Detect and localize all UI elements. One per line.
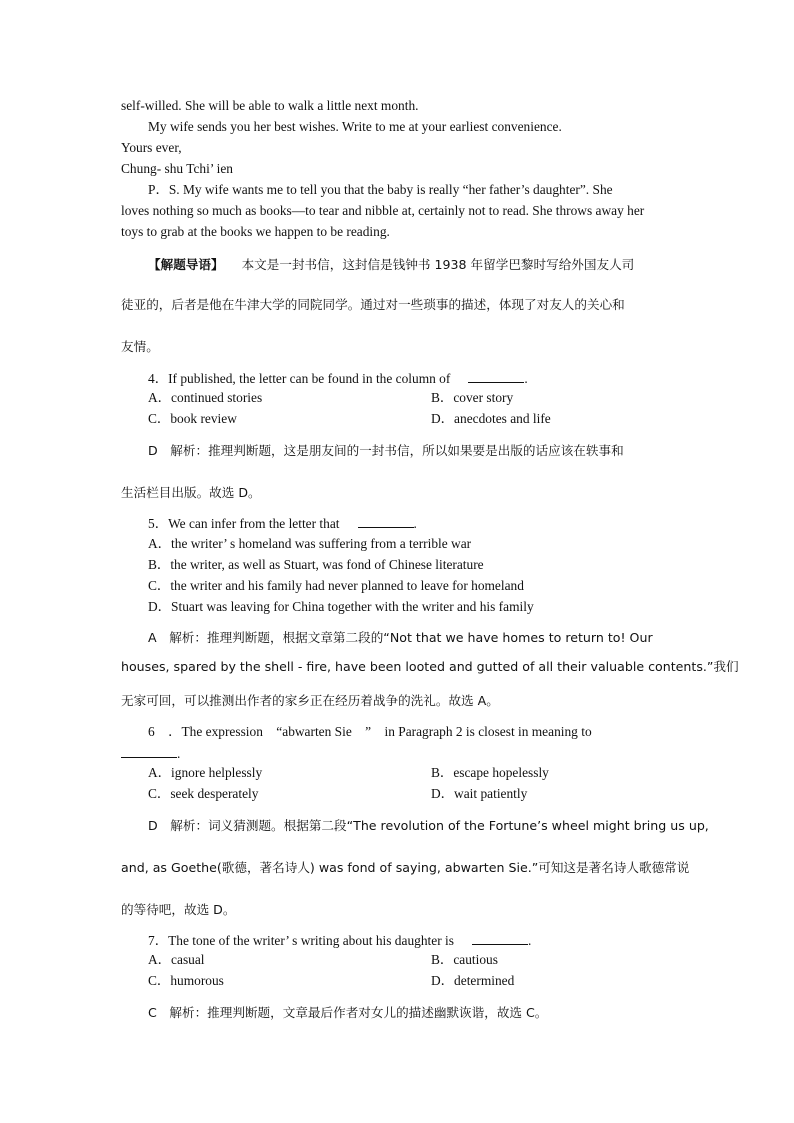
- option: D．Stuart was leaving for China together with the writer and his family: [148, 599, 534, 614]
- letter-line: self-willed. She will be able to walk a little next month.: [121, 98, 419, 113]
- answer-blank: [468, 370, 524, 383]
- option: C．the writer and his family had never planned to leave for homeland: [148, 578, 524, 593]
- question-stem: 7．The tone of the writer’ s writing about his daughter is .: [148, 933, 532, 948]
- question-stem: 6 ．The expression “abwarten Sie ” in Paragraph 2 is closest in meaning to: [148, 724, 592, 739]
- answer-blank: [358, 515, 414, 528]
- answer-explanation: A 解析：推理判断题，根据文章第二段的“Not that we have homes to return to! Our: [148, 630, 653, 645]
- answer-explanation: 的等待吧，故选 D。: [121, 902, 236, 917]
- guide-line: 友情。: [121, 339, 159, 354]
- answer-explanation: 无家可回，可以推测出作者的家乡正在经历着战争的洗礼。故选 A。: [121, 693, 499, 708]
- letter-ps-line: P．S. My wife wants me to tell you that the baby is really “her father’s daughter”. She: [148, 182, 613, 197]
- answer-explanation: C 解析：推理判断题，文章最后作者对女儿的描述幽默诙谐，故选 C。: [148, 1005, 548, 1020]
- option: B．cautious: [431, 952, 498, 967]
- answer-explanation: and, as Goethe(歌德，著名诗人) was fond of saying, abwarten Sie.”可知这是著名诗人歌德常说: [121, 860, 690, 875]
- option: C．book review: [148, 411, 237, 426]
- letter-closing: Yours ever,: [121, 140, 182, 155]
- answer-explanation: 生活栏目出版。故选 D。: [121, 485, 261, 500]
- option: B．escape hopelessly: [431, 765, 549, 780]
- answer-blank: [121, 745, 177, 758]
- answer-explanation: D 解析：推理判断题，这是朋友间的一封书信，所以如果要是出版的话应该在轶事和: [148, 443, 624, 458]
- option: C．seek desperately: [148, 786, 259, 801]
- answer-explanation: houses, spared by the shell - fire, have been looted and gutted of all their valuable contents.”我们: [121, 659, 739, 674]
- question-stem: 4．If published, the letter can be found in the column of .: [148, 371, 528, 386]
- guide-tag: 【解题导语】: [148, 257, 224, 272]
- option: B．the writer, as well as Stuart, was fond of Chinese literature: [148, 557, 484, 572]
- option: A．casual: [148, 952, 205, 967]
- letter-line: My wife sends you her best wishes. Write to me at your earliest convenience.: [148, 119, 562, 134]
- option: A．ignore helplessly: [148, 765, 263, 780]
- option: D．anecdotes and life: [431, 411, 551, 426]
- option: A．the writer’ s homeland was suffering from a terrible war: [148, 536, 472, 551]
- question-stem: 5．We can infer from the letter that .: [148, 516, 417, 531]
- option: D．wait patiently: [431, 786, 528, 801]
- letter-signature: Chung- shu Tchi’ ien: [121, 161, 234, 176]
- guide-line: [148, 257, 634, 273]
- option: B．cover story: [431, 390, 514, 405]
- option: A．continued stories: [148, 390, 263, 405]
- option: D．determined: [431, 973, 515, 988]
- answer-blank: [472, 932, 528, 945]
- letter-ps-line: loves nothing so much as books—to tear and nibble at, certainly not to read. She throws away her: [121, 203, 645, 218]
- guide-text: 本文是一封书信，这封信是钱钟书 1938 年留学巴黎时写给外国友人司: [241, 257, 635, 272]
- question-stem-cont: .: [121, 745, 180, 762]
- guide-line: 徒亚的，后者是他在牛津大学的同院同学。通过对一些琐事的描述，体现了对友人的关心和: [121, 297, 625, 312]
- letter-ps-line: toys to grab at the books we happen to be reading.: [121, 224, 390, 239]
- answer-explanation: D 解析：词义猜测题。根据第二段“The revolution of the Fortune’s wheel might bring us up,: [148, 818, 709, 833]
- option: C．humorous: [148, 973, 224, 988]
